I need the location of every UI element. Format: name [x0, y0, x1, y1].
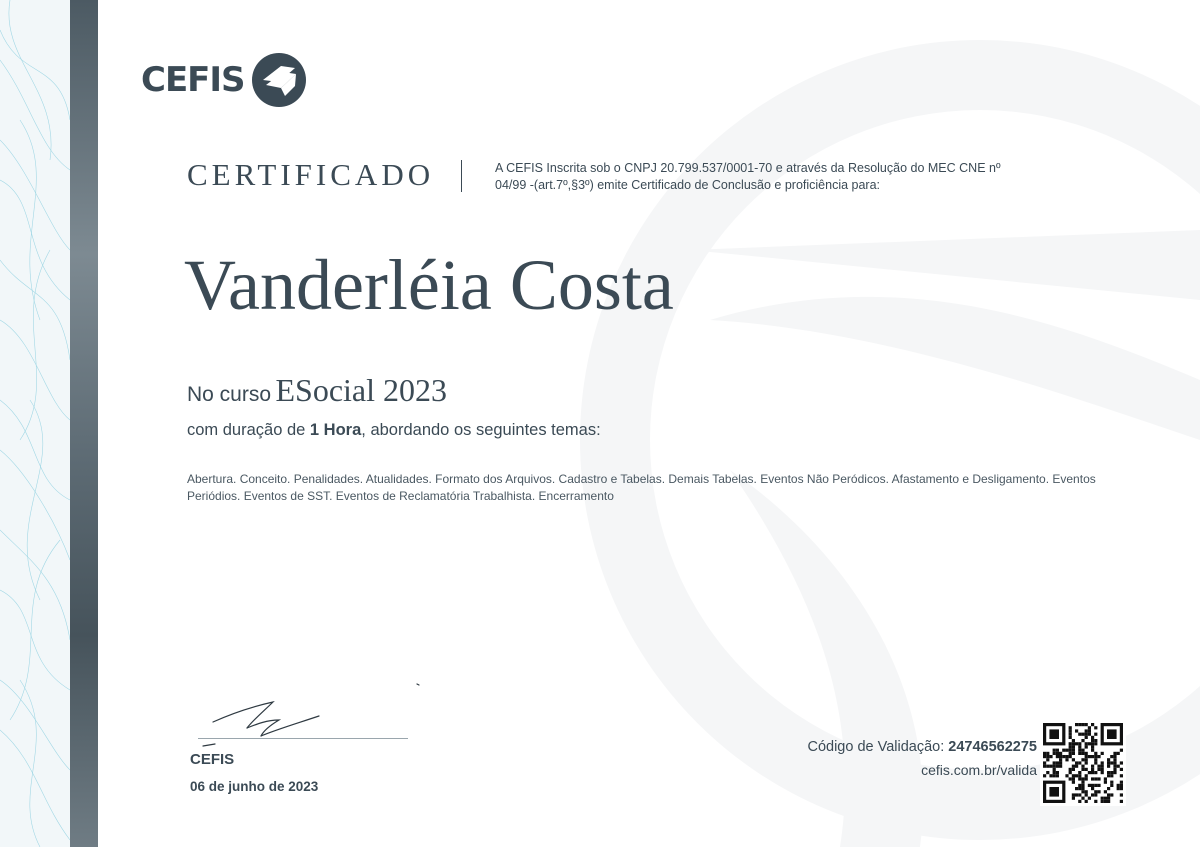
course-prefix: No curso: [187, 383, 272, 406]
issue-date: 06 de junho de 2023: [190, 779, 319, 794]
course-name: ESocial 2023: [275, 372, 448, 408]
validation-block: [807, 739, 1037, 778]
duration-line: [187, 421, 601, 440]
signature-line: [198, 738, 408, 739]
cefis-book-emblem-icon: [251, 52, 307, 108]
decorative-pattern-strip: [0, 0, 70, 847]
cefis-logo: [141, 52, 307, 108]
course-line: [187, 372, 447, 409]
duration-suffix: , abordando os seguintes temas:: [361, 421, 601, 439]
validation-line: [807, 739, 1037, 755]
recipient-name: Vanderléia Costa: [184, 245, 674, 325]
vertical-accent-bar: [70, 0, 98, 847]
certificate-statement: A CEFIS Inscrita sob o CNPJ 20.799.537/0001-70 e através da Resolução do MEC CNE nº 04/99 -(art.7º,§3º) emite Certificado de Conclusão e proficiência para:: [495, 161, 1001, 192]
logo-wordmark: CEFIS: [141, 60, 245, 100]
duration-prefix: com duração de: [187, 421, 306, 439]
validation-code: 24746562275: [948, 739, 1037, 755]
course-duration: 1 Hora: [309, 421, 362, 439]
issuer-name: CEFIS: [190, 751, 235, 768]
course-topics: Abertura. Conceito. Penalidades. Atualidades. Formato dos Arquivos. Cadastro e Tabelas. Demais Tabelas. Eventos Não Peródicos. Afastamento e Desligamento. Eventos Periódios. Eventos de SST. Eventos de Reclamatória Trabalhista. Encerramento: [187, 472, 1096, 503]
certificate-title: CERTIFICADO: [187, 157, 435, 192]
validation-url[interactable]: cefis.com.br/valida: [921, 762, 1037, 778]
title-divider: [461, 160, 462, 192]
handwritten-signature: [195, 680, 425, 750]
validation-label: Código de Validação:: [807, 739, 945, 755]
qr-code-icon[interactable]: [1040, 720, 1126, 806]
